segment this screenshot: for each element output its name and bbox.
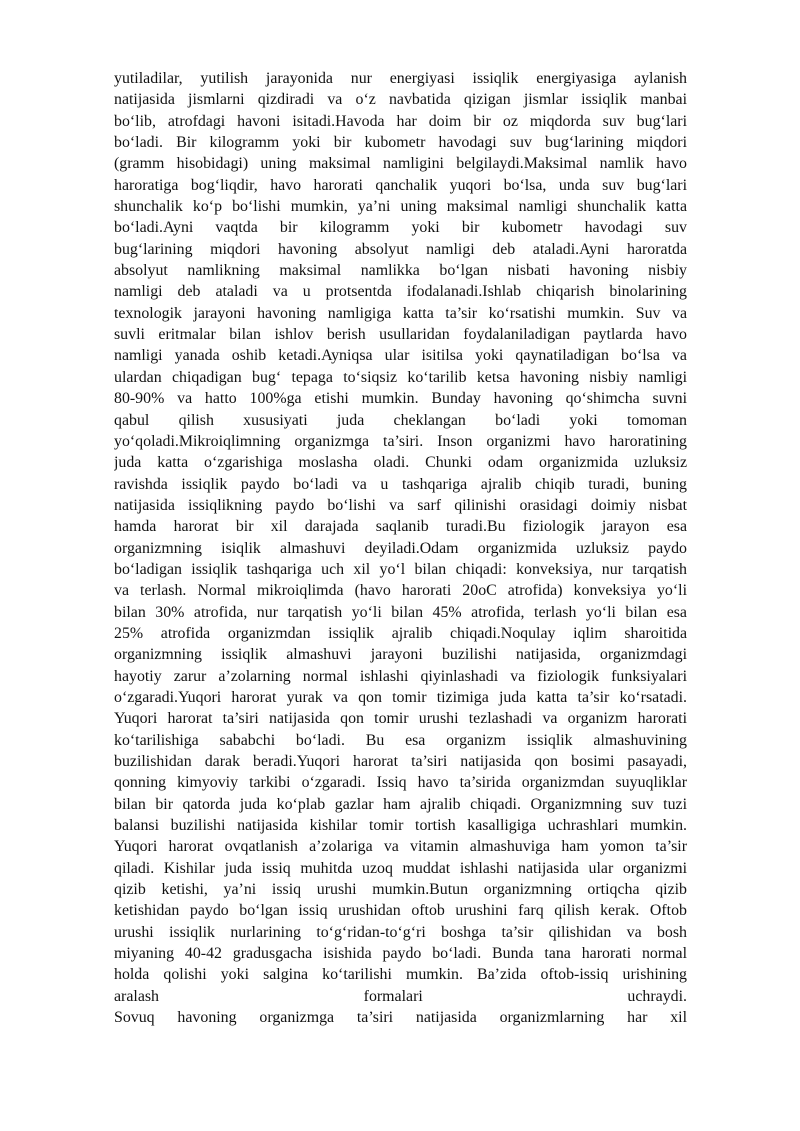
text-line: balansi buzilishi natijasida kishilar tomir tortish kasalligiga uchrashlari mumkin. (114, 817, 687, 835)
text-line: haroratiga bog‘liqdir, havo harorati qanchalik yuqori bo‘lsa, unda suv bug‘lari (114, 176, 687, 194)
text-line: natijasida issiqlikning paydo bo‘lishi va sarf qilinishi orasidagi doimiy nisbat (114, 496, 687, 514)
text-line: aralash formalari uchraydi. (114, 987, 687, 1005)
text-line: Yuqori harorat ta’siri natijasida qon tomir urushi tezlashadi va organizm harorati (114, 710, 687, 728)
text-line: qonning kimyoviy tarkibi o‘zgaradi. Issiq havo ta’sirida organizmdan suyuqliklar (114, 774, 687, 792)
text-line: bo‘ladi. Bir kilogramm yoki bir kubometr havodagi suv bug‘larining miqdori (114, 134, 687, 152)
text-line: absolyut namlikning maksimal namlikka bo‘lgan nisbati havoning nisbiy (114, 262, 687, 280)
text-line: Sovuq havoning organizmga ta’siri natijasida organizmlarning har xil (114, 1009, 687, 1027)
text-line: yo‘qoladi.Mikroiqlimning organizmga ta’siri. Inson organizmi havo haroratining (114, 432, 687, 450)
text-line: qizib ketishi, ya’ni issiq urushi mumkin.Butun organizmning ortiqcha qizib (114, 881, 687, 899)
text-line: bug‘larining miqdori havoning absolyut namligi deb ataladi.Ayni haroratda (114, 240, 687, 258)
text-line: 25% atrofida organizmdan issiqlik ajralib chiqadi.Noqulay iqlim sharoitida (114, 624, 687, 642)
text-line: buzilishidan darak beradi.Yuqori harorat ta’siri natijasida qon bosimi pasayadi, (114, 753, 687, 770)
text-line: texnologik jarayoni havoning namligiga katta ta’sir ko‘rsatishi mumkin. Suv va (114, 304, 687, 322)
document-page (114, 68, 687, 1028)
text-line: bilan 30% atrofida, nur tarqatish yo‘li bilan 45% atrofida, terlash yo‘li bilan esa (114, 603, 687, 621)
text-line: yutiladilar, yutilish jarayonida nur energiyasi issiqlik energiyasiga aylanish (114, 70, 687, 87)
text-line: ravishda issiqlik paydo bo‘ladi va u tashqariga ajralib chiqib turadi, buning (114, 475, 687, 493)
text-line: shunchalik ko‘p bo‘lishi mumkin, ya’ni uning maksimal namligi shunchalik katta (114, 198, 687, 216)
text-line: hamda harorat bir xil darajada saqlanib turadi.Bu fiziologik jarayon esa (114, 518, 687, 536)
text-line: organizmning isiqlik almashuvi deyiladi.Odam organizmida uzluksiz paydo (114, 539, 687, 557)
text-line: qabul qilish xususiyati juda cheklangan bo‘ladi yoki tomoman (114, 411, 687, 429)
text-line: namligi yanada oshib ketadi.Ayniqsa ular isitilsa yoki qaynatiladigan bo‘lsa va (114, 347, 687, 365)
text-line: ko‘tarilishiga sababchi bo‘ladi. Bu esa organizm issiqlik almashuvining (114, 731, 687, 749)
text-line: bo‘ladi.Ayni vaqtda bir kilogramm yoki bir kubometr havodagi suv (114, 219, 687, 237)
text-line: miyaning 40-42 gradusgacha isishida paydo bo‘ladi. Bunda tana harorati normal (114, 945, 687, 963)
text-line: urushi issiqlik nurlarining to‘g‘ridan-to‘g‘ri boshga ta’sir qilishidan va bosh (114, 923, 687, 941)
text-line: bilan bir qatorda juda ko‘plab gazlar ham ajralib chiqadi. Organizmning suv tuzi (114, 795, 687, 813)
text-line: hayotiy zarur a’zolarning normal ishlashi qiyinlashadi va fiziologik funksiyalari (114, 667, 687, 685)
text-line: 80-90% va hatto 100%ga etishi mumkin. Bunday havoning qo‘shimcha suvni (114, 390, 687, 408)
text-line: o‘zgaradi.Yuqori harorat yurak va qon tomir tizimiga juda katta ta’sir ko‘rsatadi. (114, 688, 687, 706)
text-line: natijasida jismlarni qizdiradi va o‘z navbatida qizigan jismlar issiqlik manbai (114, 91, 687, 109)
text-line: ulardan chiqadigan bug‘ tepaga to‘siqsiz ko‘tarilib ketsa havoning nisbiy namligi (114, 368, 687, 386)
text-line: juda katta o‘zgarishiga moslasha oladi. Chunki odam organizmida uzluksiz (114, 454, 687, 472)
text-line: namligi deb ataladi va u protsentda ifodalanadi.Ishlab chiqarish binolarining (114, 283, 687, 301)
text-line: suvli eritmalar bilan ishlov berish usullaridan foydalaniladigan paytlarda havo (114, 326, 687, 344)
text-line: ketishidan paydo bo‘lgan issiq urushidan oftob urushini farq qilish kerak. Oftob (114, 902, 687, 920)
text-line: bo‘ladigan issiqlik tashqariga uch xil yo‘l bilan chiqadi: konveksiya, nur tarqatish (114, 560, 687, 578)
text-line: Yuqori harorat ovqatlanish a’zolariga va vitamin almashuviga ham yomon ta’sir (114, 838, 687, 856)
text-line: bo‘lib, atrofdagi havoni isitadi.Havoda har doim bir oz miqdorda suv bug‘lari (114, 112, 687, 130)
text-line: (gramm hisobidagi) uning maksimal namligini belgilaydi.Maksimal namlik havo (114, 155, 687, 173)
text-line: organizmning issiqlik almashuvi jarayoni buzilishi natijasida, organizmdagi (114, 646, 687, 664)
text-line: qiladi. Kishilar juda issiq muhitda uzoq muddat ishlashi natijasida ular organizmi (114, 859, 687, 877)
text-line: holda qolishi yoki salgina ko‘tarilishi mumkin. Ba’zida oftob-issiq urishining (114, 966, 687, 984)
text-line: va terlash. Normal mikroiqlimda (havo harorati 20oC atrofida) konveksiya yo‘li (114, 582, 687, 600)
